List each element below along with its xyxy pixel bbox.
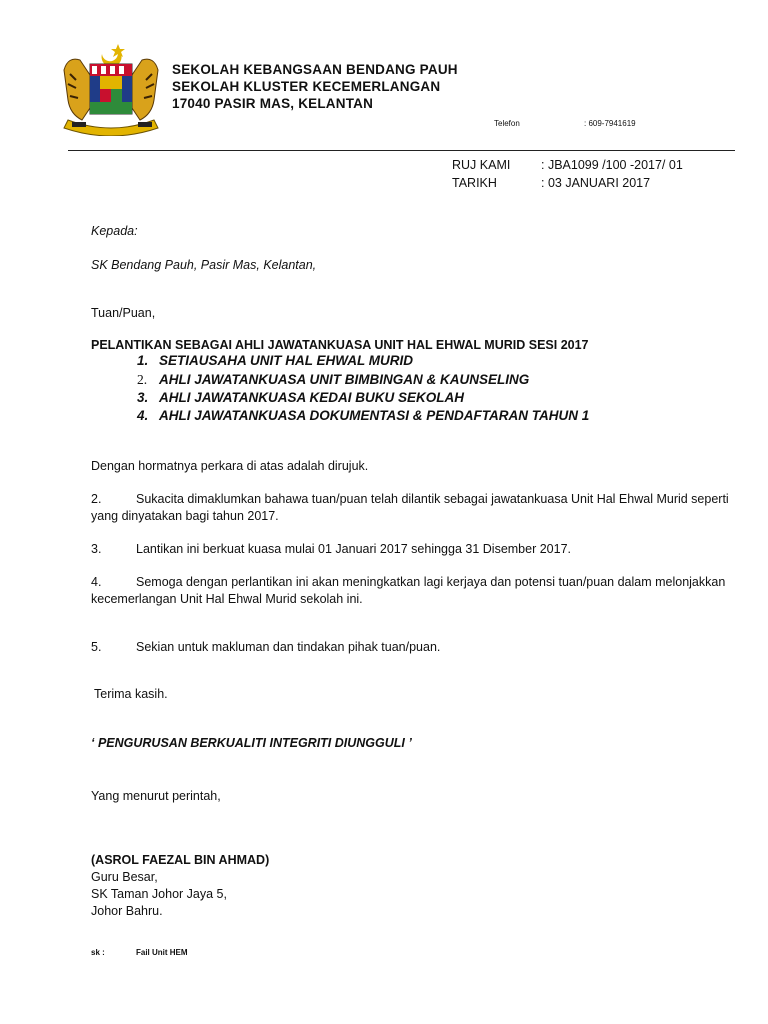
- subject-title: PELANTIKAN SEBAGAI AHLI JAWATANKUASA UNIT HAL EHWAL MURID SESI 2017: [91, 338, 589, 352]
- paragraph-text: Lantikan ini berkuat kuasa mulai 01 Januari 2017 sehingga 31 Disember 2017.: [136, 542, 572, 556]
- telefon-label: Telefon: [494, 119, 520, 128]
- recipient-address: SK Bendang Pauh, Pasir Mas, Kelantan,: [91, 258, 317, 272]
- yang-menurut: Yang menurut perintah,: [91, 789, 221, 803]
- tarikh-label: TARIKH: [452, 176, 497, 190]
- salutation: Tuan/Puan,: [91, 306, 156, 320]
- subject-item-number: 2.: [137, 372, 148, 387]
- sk-value: Fail Unit HEM: [136, 948, 188, 957]
- subject-item-text: AHLI JAWATANKUASA KEDAI BUKU SEKOLAH: [159, 390, 465, 405]
- signatory-school: SK Taman Johor Jaya 5,: [91, 887, 227, 901]
- subject-item: [137, 408, 589, 423]
- signatory-title: Guru Besar,: [91, 870, 158, 884]
- subject-item: [137, 390, 464, 405]
- motto: ‘ PENGURUSAN BERKUALITI INTEGRITI DIUNGGULI ’: [91, 736, 412, 750]
- tarikh-value: : 03 JANUARI 2017: [541, 176, 651, 190]
- coat-of-arms-icon: [58, 40, 164, 136]
- signatory-name: (ASROL FAEZAL BIN AHMAD): [91, 853, 270, 867]
- thanks-text: Terima kasih.: [94, 687, 168, 701]
- paragraph-number: 2.: [91, 492, 102, 506]
- paragraph-text: Semoga dengan perlantikan ini akan meningkatkan lagi kerjaya dan potensi tuan/puan dalam melonjakkan: [136, 575, 726, 589]
- paragraph-4-line-1: [91, 575, 725, 589]
- header-divider: [68, 150, 735, 151]
- intro-paragraph: Dengan hormatnya perkara di atas adalah dirujuk.: [91, 459, 369, 473]
- subject-item-text: AHLI JAWATANKUASA DOKUMENTASI & PENDAFTARAN TAHUN 1: [159, 408, 590, 423]
- school-address: 17040 PASIR MAS, KELANTAN: [172, 96, 374, 111]
- paragraph-number: 5.: [91, 640, 102, 654]
- ruj-label: RUJ KAMI: [452, 158, 511, 172]
- telefon-value: : 609-7941619: [584, 119, 636, 128]
- subject-item-number: 3.: [137, 390, 149, 405]
- paragraph-5: [91, 640, 440, 654]
- subject-item-number: 4.: [137, 408, 149, 423]
- paragraph-2-line-2: yang dinyatakan bagi tahun 2017.: [91, 509, 279, 523]
- paragraph-number: 4.: [91, 575, 102, 589]
- paragraph-number: 3.: [91, 542, 102, 556]
- paragraph-2-line-1: [91, 492, 729, 506]
- paragraph-3: [91, 542, 571, 556]
- paragraph-text: Sekian untuk makluman dan tindakan pihak tuan/puan.: [136, 640, 441, 654]
- subject-item-text: SETIAUSAHA UNIT HAL EHWAL MURID: [159, 353, 414, 368]
- subject-item-number: 1.: [137, 353, 149, 368]
- subject-item: [137, 353, 413, 368]
- school-cluster: SEKOLAH KLUSTER KECEMERLANGAN: [172, 79, 441, 94]
- signatory-city: Johor Bahru.: [91, 904, 163, 918]
- kepada-label: Kepada:: [91, 224, 138, 238]
- paragraph-4-line-2: kecemerlangan Unit Hal Ehwal Murid sekolah ini.: [91, 592, 363, 606]
- paragraph-text: Sukacita dimaklumkan bahawa tuan/puan telah dilantik sebagai jawatankuasa Unit Hal Ehwal Murid seperti: [136, 492, 729, 506]
- school-name: SEKOLAH KEBANGSAAN BENDANG PAUH: [172, 62, 458, 77]
- sk-label: sk :: [91, 948, 105, 957]
- ruj-value: : JBA1099 /100 -2017/ 01: [541, 158, 683, 172]
- subject-item-text: AHLI JAWATANKUASA UNIT BIMBINGAN & KAUNSELING: [159, 372, 530, 387]
- subject-item: [137, 372, 529, 388]
